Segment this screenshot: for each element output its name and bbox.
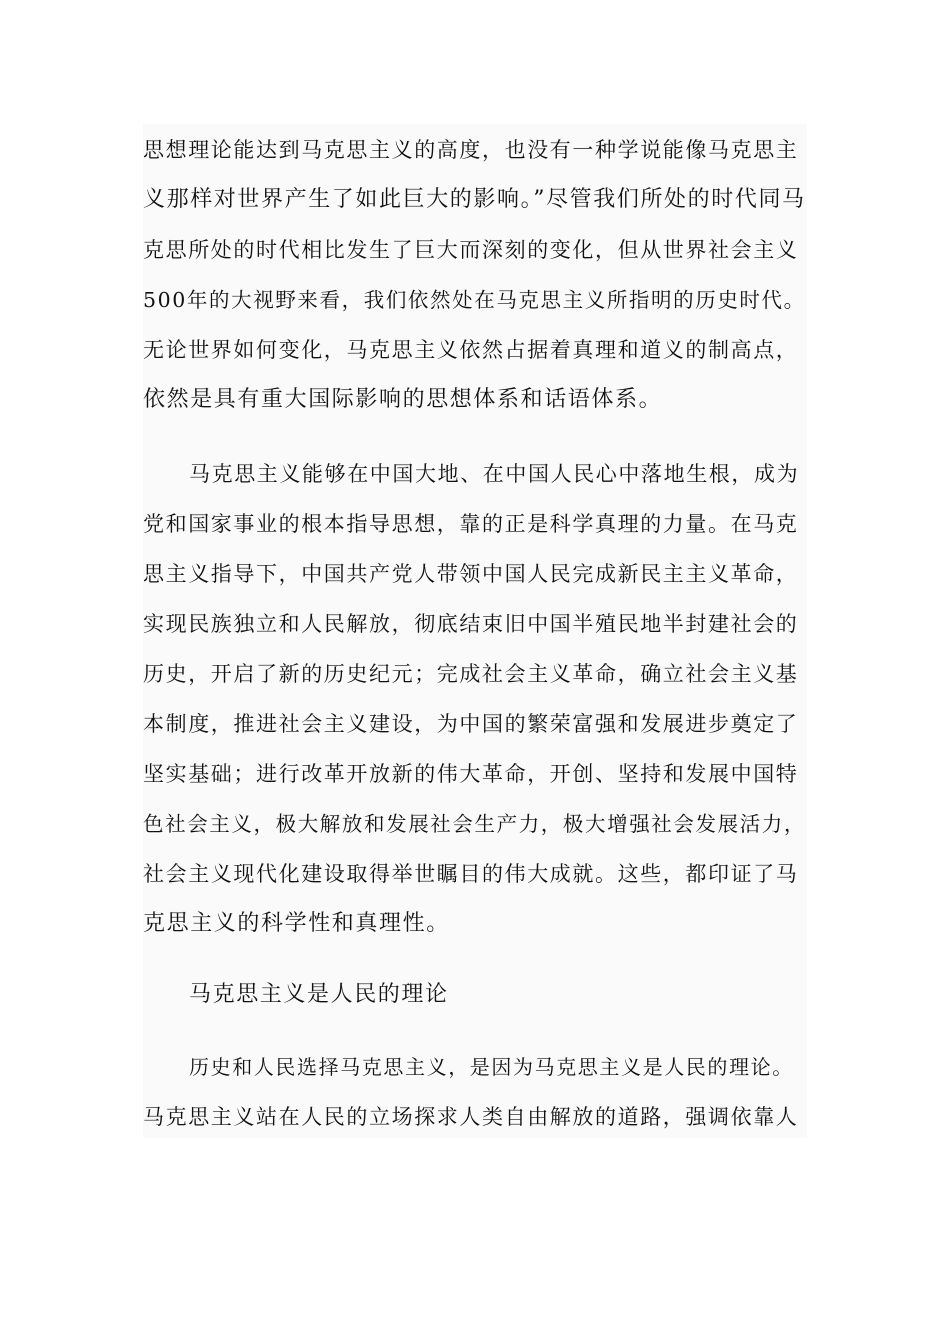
text-line: 坚实基础；进行改革开放新的伟大革命，开创、坚持和发展中国特 [143,762,799,786]
text-line: 色社会主义，极大解放和发展社会生产力，极大增强社会发展活力， [143,812,806,836]
text-line: 克思所处的时代相比发生了巨大而深刻的变化，但从世界社会主义 [143,238,799,262]
body-text [143,124,807,1138]
text-line: 500年的大视野来看，我们依然处在马克思主义所指明的历史时代。 [143,288,806,312]
text-line: 义那样对世界产生了如此巨大的影响。”尽管我们所处的时代同马 [143,187,806,212]
text-line: 无论世界如何变化，马克思主义依然占据着真理和道义的制高点， [143,338,799,362]
text-line: 历史，开启了新的历史纪元；完成社会主义革命，确立社会主义基 [143,662,799,686]
text-line: 历史和人民选择马克思主义，是因为马克思主义是人民的理论。 [189,1055,794,1079]
text-line: 党和国家事业的根本指导思想，靠的正是科学真理的力量。在马克 [143,512,799,536]
text-line: 社会主义现代化建设取得举世瞩目的伟大成就。这些，都印证了马 [143,862,799,886]
text-line: 马克思主义站在人民的立场探求人类自由解放的道路，强调依靠人 [143,1105,799,1129]
text-line: 思主义指导下，中国共产党人带领中国人民完成新民主主义革命， [143,562,799,586]
text-line: 实现民族独立和人民解放，彻底结束旧中国半殖民地半封建社会的 [143,612,799,636]
text-line: 马克思主义能够在中国大地、在中国人民心中落地生根，成为 [189,462,800,486]
heading-line: 马克思主义是人民的理论 [189,982,449,1007]
text-line: 克思主义的科学性和真理性。 [143,911,450,936]
text-line: 本制度，推进社会主义建设，为中国的繁荣富强和发展进步奠定了 [143,712,799,736]
text-line: 思想理论能达到马克思主义的高度，也没有一种学说能像马克思主 [143,138,799,162]
text-line: 依然是具有重大国际影响的思想体系和话语体系。 [143,387,663,412]
